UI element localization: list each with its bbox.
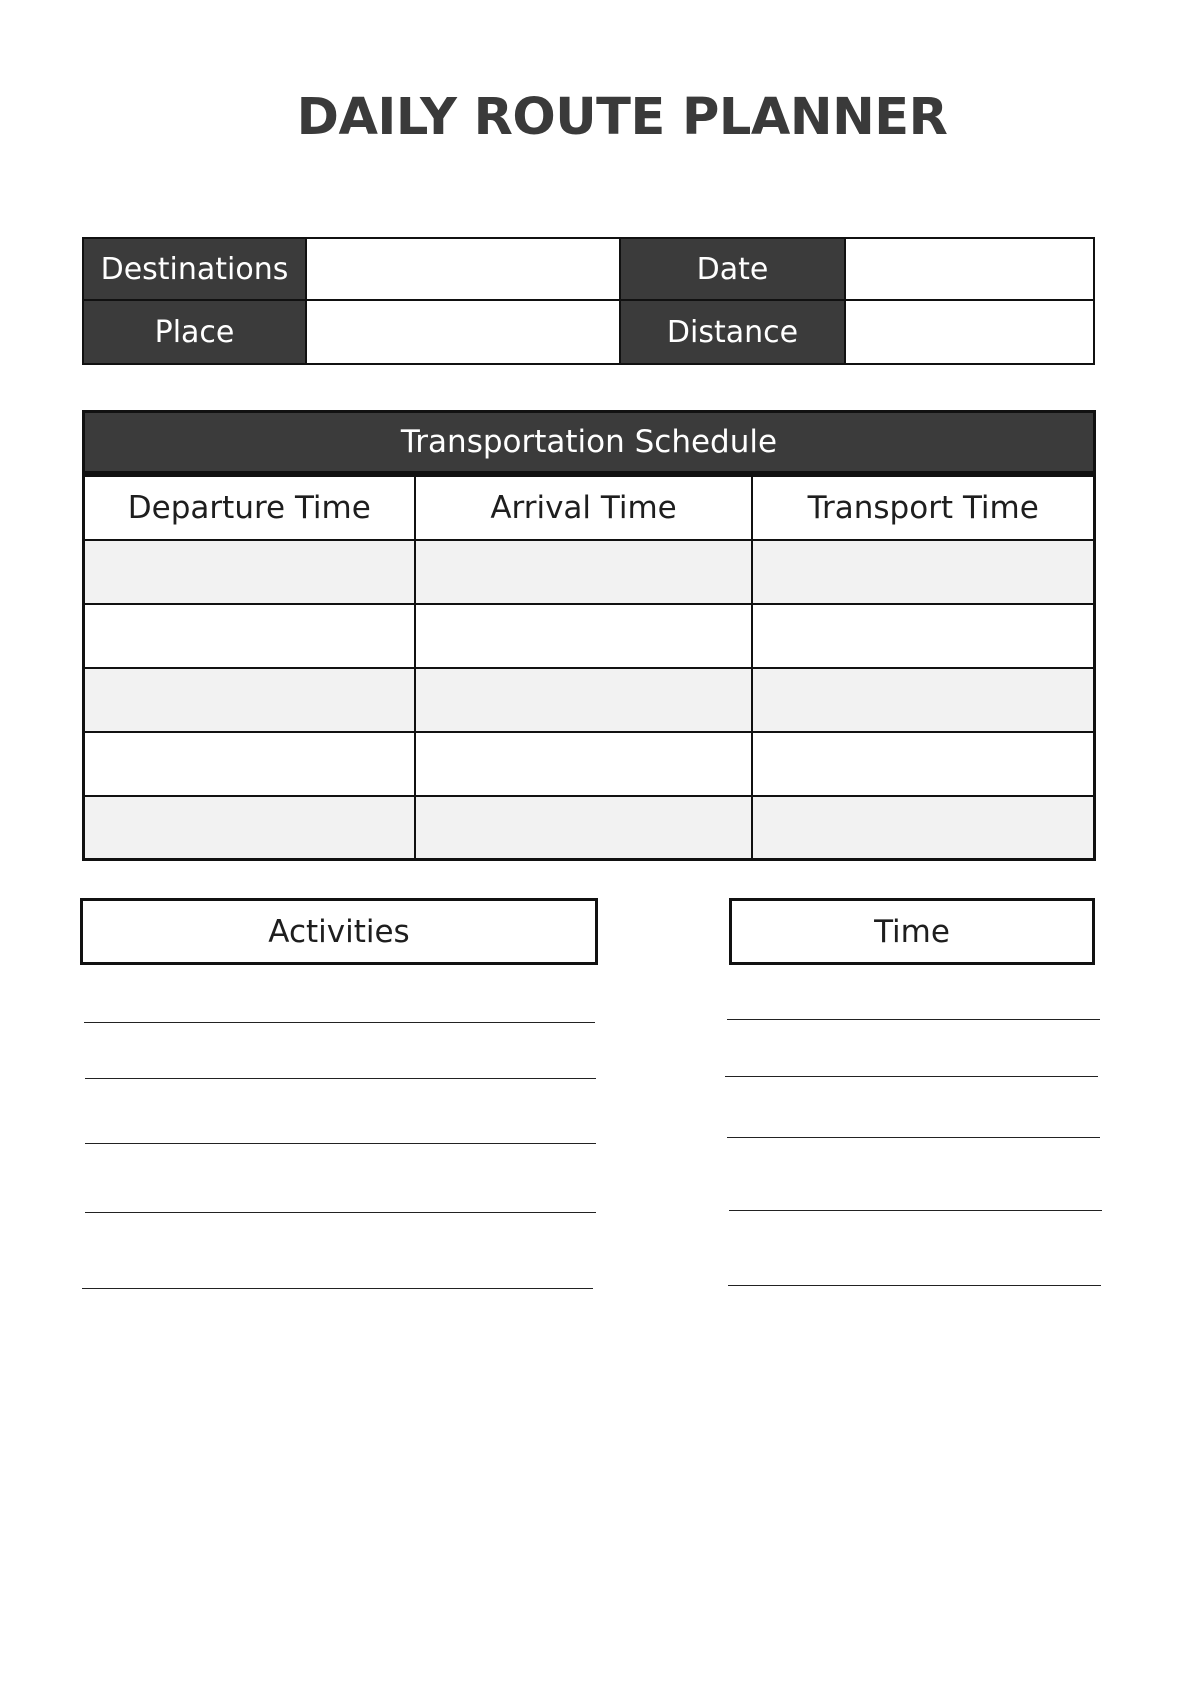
activity-line[interactable] — [85, 1078, 596, 1079]
destinations-label: Destinations — [82, 237, 307, 301]
schedule-table — [82, 474, 1096, 861]
distance-label: Distance — [619, 299, 846, 365]
schedule-title: Transportation Schedule — [82, 410, 1096, 474]
column-header-arrival-time: Arrival Time — [415, 476, 753, 540]
arrival-time-cell[interactable] — [415, 732, 753, 796]
time-header: Time — [729, 898, 1095, 965]
transport-time-cell[interactable] — [752, 668, 1094, 732]
activity-line[interactable] — [85, 1212, 596, 1213]
column-header-transport-time: Transport Time — [752, 476, 1094, 540]
time-line[interactable] — [727, 1137, 1100, 1138]
column-header-departure-time: Departure Time — [84, 476, 415, 540]
transport-time-cell[interactable] — [752, 604, 1094, 668]
date-field[interactable] — [844, 237, 1095, 301]
departure-time-cell[interactable] — [84, 668, 415, 732]
table-row — [84, 732, 1095, 796]
departure-time-cell[interactable] — [84, 796, 415, 860]
time-line[interactable] — [729, 1210, 1102, 1211]
table-row — [84, 604, 1095, 668]
destinations-field[interactable] — [305, 237, 621, 301]
time-line[interactable] — [728, 1285, 1101, 1286]
schedule-header-row — [84, 476, 1095, 540]
activity-line[interactable] — [82, 1288, 593, 1289]
activities-header: Activities — [80, 898, 598, 965]
arrival-time-cell[interactable] — [415, 604, 753, 668]
time-line[interactable] — [725, 1076, 1098, 1077]
table-row — [84, 668, 1095, 732]
place-label: Place — [82, 299, 307, 365]
table-row — [84, 796, 1095, 860]
activity-line[interactable] — [84, 1022, 595, 1023]
distance-field[interactable] — [844, 299, 1095, 365]
date-label: Date — [619, 237, 846, 301]
departure-time-cell[interactable] — [84, 540, 415, 604]
arrival-time-cell[interactable] — [415, 796, 753, 860]
transport-time-cell[interactable] — [752, 796, 1094, 860]
activity-line[interactable] — [85, 1143, 596, 1144]
arrival-time-cell[interactable] — [415, 540, 753, 604]
transport-time-cell[interactable] — [752, 732, 1094, 796]
departure-time-cell[interactable] — [84, 732, 415, 796]
time-line[interactable] — [727, 1019, 1100, 1020]
table-row — [84, 540, 1095, 604]
arrival-time-cell[interactable] — [415, 668, 753, 732]
page-title: DAILY ROUTE PLANNER — [296, 88, 948, 147]
transport-time-cell[interactable] — [752, 540, 1094, 604]
departure-time-cell[interactable] — [84, 604, 415, 668]
place-field[interactable] — [305, 299, 621, 365]
